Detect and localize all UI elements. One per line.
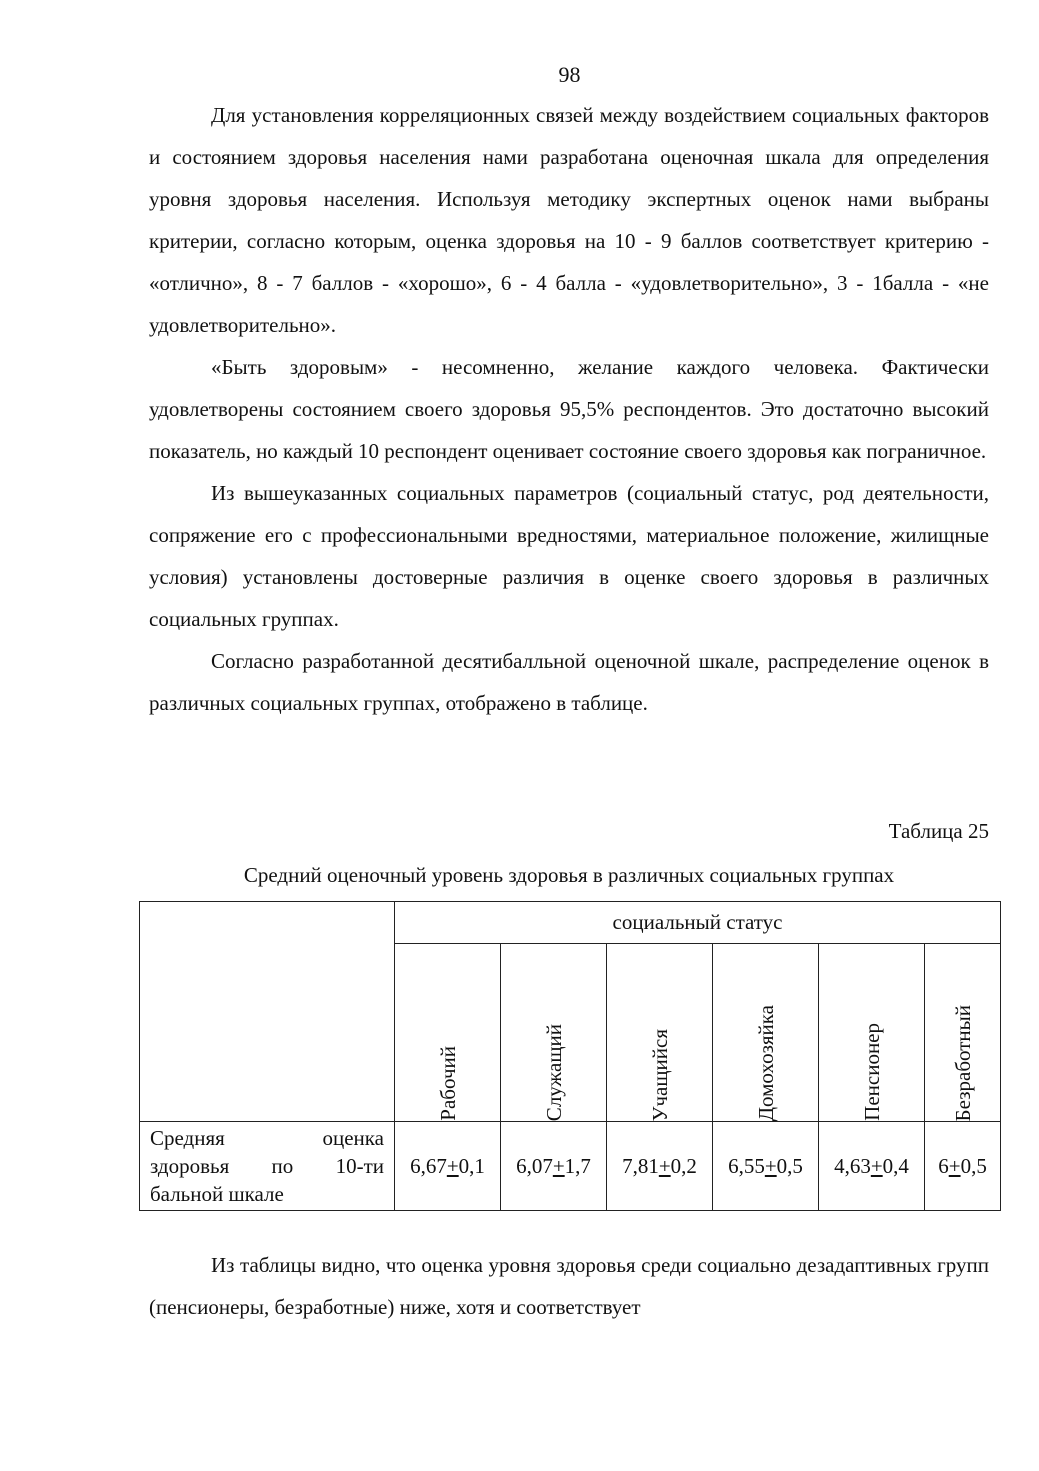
group-header-social-status: социальный статус bbox=[395, 902, 1001, 944]
value-student: 7,81+0,2 bbox=[607, 1122, 713, 1211]
table-title: Средний оценочный уровень здоровья в различных социальных группах bbox=[243, 863, 895, 887]
value-employee: 6,07+1,7 bbox=[501, 1122, 607, 1211]
row-label-line bbox=[150, 1180, 384, 1208]
row-label-word: по bbox=[271, 1154, 294, 1178]
value-unemployed: 6+0,5 bbox=[925, 1122, 1001, 1211]
value-housewife: 6,55+0,5 bbox=[713, 1122, 819, 1211]
row-label-word: Средняя bbox=[150, 1126, 225, 1150]
column-header-label: Служащий bbox=[541, 1023, 566, 1121]
body-text-bottom bbox=[149, 1244, 989, 1328]
body-text-top bbox=[149, 94, 989, 724]
column-header-label: Безработный bbox=[950, 1004, 975, 1121]
row-label-word: бальной шкале bbox=[150, 1182, 284, 1206]
column-header-pensioner bbox=[819, 944, 925, 1122]
table-corner-cell bbox=[140, 902, 395, 1122]
column-header-housewife bbox=[713, 944, 819, 1122]
column-header-label: Рабочий bbox=[435, 1046, 460, 1121]
row-label-line bbox=[150, 1124, 384, 1152]
column-header-student bbox=[607, 944, 713, 1122]
value-pensioner: 4,63+0,4 bbox=[819, 1122, 925, 1211]
health-score-table bbox=[139, 901, 1001, 1211]
column-header-label: Домохозяйка bbox=[753, 1004, 778, 1121]
paragraph-1: Для установления корреляционных связей между воздействием социальных факторов и состоянием здоровья населения нами разработана оценочная шкала для определения уровня здоровья населения. Используя методику экспертных оценок нами выбраны критерии, согласно которым, оценка здоровья на 10 - 9 баллов соответствует критерию - «отлично», 8 - 7 баллов - «хорошо», 6 - 4 балла - «удовлетворительно», 3 - 1балла - «не удовлетворительно». bbox=[149, 103, 989, 337]
column-header-worker bbox=[395, 944, 501, 1122]
paragraph-2: «Быть здоровым» - несомненно, желание каждого человека. Фактически удовлетворены состоянием своего здоровья 95,5% респондентов. Это достаточно высокий показатель, но каждый 10 респондент оценивает состояние своего здоровья как пограничное. bbox=[149, 355, 989, 463]
column-header-label: Пенсионер bbox=[859, 1023, 884, 1121]
column-header-unemployed bbox=[925, 944, 1001, 1122]
table-label: Таблица 25 bbox=[888, 819, 989, 843]
row-label-word: оценка bbox=[322, 1126, 384, 1150]
paragraph-3: Из вышеуказанных социальных параметров (социальный статус, род деятельности, сопряжение его с профессиональными вредностями, материальное положение, жилищные условия) установлены достоверные различия в оценке своего здоровья в различных социальных группах. bbox=[149, 481, 989, 631]
row-label-word: здоровья bbox=[150, 1154, 230, 1178]
paragraph-4: Согласно разработанной десятибалльной оценочной шкале, распределение оценок в различных социальных группах, отображено в таблице. bbox=[149, 649, 989, 715]
row-label-word: 10-ти bbox=[335, 1154, 384, 1178]
row-label-line bbox=[150, 1152, 384, 1180]
column-header-employee bbox=[501, 944, 607, 1122]
row-label-average-score bbox=[140, 1122, 395, 1211]
column-header-label: Учащийся bbox=[647, 1028, 672, 1121]
paragraph-5: Из таблицы видно, что оценка уровня здоровья среди социально дезадаптивных групп (пенсионеры, безработные) ниже, хотя и соответствует bbox=[149, 1253, 989, 1319]
value-worker: 6,67+0,1 bbox=[395, 1122, 501, 1211]
page-number: 98 bbox=[558, 62, 581, 87]
